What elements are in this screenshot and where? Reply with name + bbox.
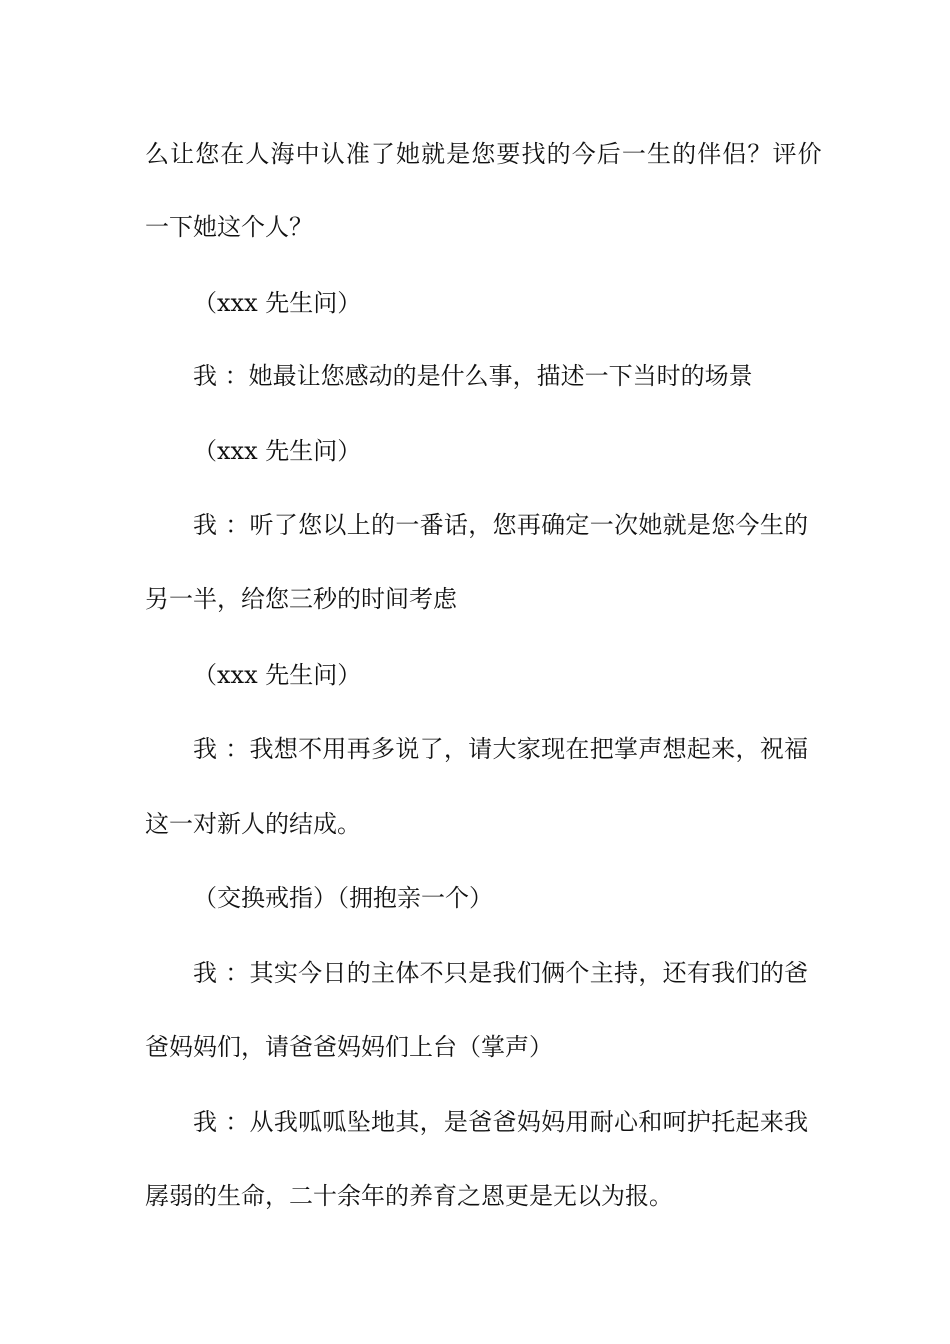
stage-direction: （xxx 先生问）: [193, 661, 362, 689]
paragraph-line: 么让您在人海中认准了她就是您要找的今后一生的伴侣？评价: [145, 140, 823, 168]
speaker-line: 我 ：她最让您感动的是什么事，描述一下当时的场景: [193, 362, 753, 390]
paragraph-line: 孱弱的生命，二十余年的养育之恩更是无以为报。: [145, 1182, 673, 1210]
speaker-line: 我 ：我想不用再多说了，请大家现在把掌声想起来，祝福: [193, 735, 809, 763]
speaker-line: 我 ：听了您以上的一番话，您再确定一次她就是您今生的: [193, 511, 809, 539]
paragraph-line: 爸妈妈们，请爸爸妈妈们上台（掌声）: [145, 1033, 553, 1061]
speaker-line: 我 ：从我呱呱坠地其，是爸爸妈妈用耐心和呵护托起来我: [193, 1108, 809, 1136]
paragraph-line: 一下她这个人？: [145, 213, 313, 241]
paragraph-line: 这一对新人的结成。: [145, 810, 361, 838]
stage-direction: （xxx 先生问）: [193, 289, 362, 317]
speaker-line: 我 ：其实今日的主体不只是我们俩个主持，还有我们的爸: [193, 959, 809, 987]
stage-direction: （交换戒指）（拥抱亲一个）: [193, 884, 493, 912]
stage-direction: （xxx 先生问）: [193, 437, 362, 465]
paragraph-line: 另一半，给您三秒的时间考虑: [145, 585, 457, 613]
